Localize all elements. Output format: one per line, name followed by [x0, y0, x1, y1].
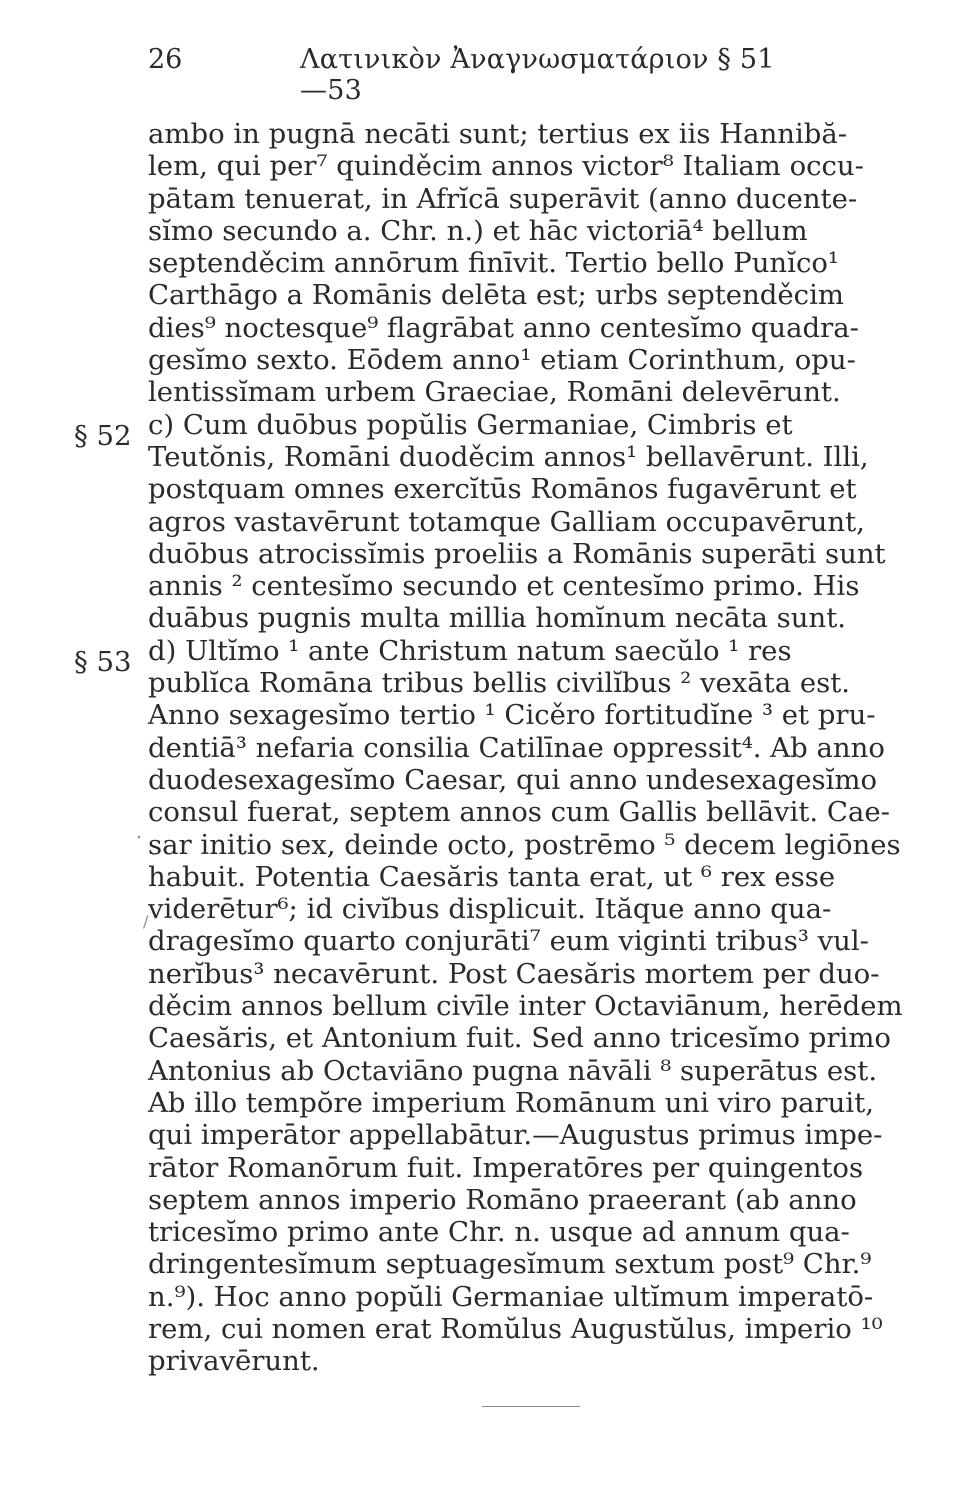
- text-line: sĭmo secundo a. Chr. n.) et hāc victoriā⁴ bellum: [148, 214, 808, 247]
- text-line: Antonius ab Octaviāno pugna nāvāli ⁸ superātus est.: [148, 1054, 878, 1087]
- text-line: publĭca Romāna tribus bellis civilĭbus ² vexāta est.: [148, 667, 851, 700]
- text-line: qui imperātor appellabātur.—Augustus primus impe-: [148, 1119, 883, 1152]
- text-line: lentissĭmam urbem Graeciae, Romāni delevērunt.: [148, 376, 841, 409]
- text-line: gesĭmo sexto. Eōdem anno¹ etiam Corinthum, opu-: [148, 344, 856, 377]
- text-line: ambo in pugnā necāti sunt; tertius ex iis Hannibă-: [148, 118, 848, 150]
- page-header: [148, 44, 798, 106]
- text-line: dentiā³ nefaria consilia Catilīnae oppressit⁴. Ab anno: [148, 731, 885, 764]
- text-line: děcim annos bellum civīle inter Octaviānum, herēdem: [148, 990, 903, 1023]
- margin-dot-mark: .: [136, 822, 142, 843]
- text-line: Caesăris, et Antonium fuit. Sed anno tricesĭmo primo: [148, 1022, 891, 1055]
- text-line: tricesĭmo primo ante Chr. n. usque ad annum qua-: [148, 1216, 850, 1249]
- text-line: c) Cum duōbus popŭlis Germaniae, Cimbris et: [148, 408, 793, 441]
- text-line: duodesexagesĭmo Caesar, qui anno undesexagesĭmo: [148, 763, 878, 796]
- section-mark-53: § 53: [74, 646, 132, 678]
- text-line: lem, qui per⁷ quinděcim annos victor⁸ Italiam occu-: [148, 150, 864, 183]
- text-line: consul fuerat, septem annos cum Gallis bellāvit. Cae-: [148, 796, 890, 829]
- text-line: privavērunt.: [148, 1345, 320, 1378]
- text-line: annis ² centesĭmo secundo et centesĭmo primo. His: [148, 570, 860, 603]
- section-mark-52: § 52: [74, 420, 132, 452]
- text-line: n.⁹). Hoc anno popŭli Germaniae ultĭmum imperatō-: [148, 1280, 874, 1313]
- text-line: rātor Romanōrum fuit. Imperatōres per quingentos: [148, 1151, 864, 1184]
- text-line: Carthāgo a Romānis delēta est; urbs septenděcim: [148, 279, 844, 312]
- text-line: duōbus atrocissĭmis proeliis a Romānis superāti sunt: [148, 537, 886, 570]
- text-line: agros vastavērunt totamque Galliam occupavērunt,: [148, 505, 865, 538]
- text-line: d) Ultĭmo ¹ ante Christum natum saecŭlo ¹ res: [148, 634, 792, 667]
- text-line: viderētur⁶; id civĭbus displicuit. Ităque anno qua-: [148, 893, 832, 926]
- text-line: sar initio sex, deinde octo, postrēmo ⁵ decem legiōnes: [148, 828, 901, 861]
- text-line: postquam omnes exercĭtūs Romānos fugavērunt et: [148, 473, 857, 506]
- text-line: habuit. Potentia Caesăris tanta erat, ut ⁶ rex esse: [148, 860, 836, 893]
- text-line: Ab illo tempŏre imperium Romānum uni viro paruit,: [148, 1086, 874, 1119]
- text-line: septenděcim annōrum finīvit. Tertio bello Punĭco¹: [148, 247, 839, 280]
- text-line: Anno sexagesĭmo tertio ¹ Cicěro fortitudĭne ³ et pru-: [148, 699, 876, 732]
- end-rule: [482, 1406, 580, 1407]
- page-number: 26: [148, 44, 183, 75]
- text-line: Teutŏnis, Romāni duoděcim annos¹ bellavērunt. Illi,: [148, 440, 869, 473]
- text-line: pātam tenuerat, in Afrĭcā superāvit (anno ducente-: [148, 182, 858, 215]
- running-title: Λατινικὸν Ἀναγνωσματάριον § 51—53: [300, 44, 775, 106]
- text-line: rem, cui nomen erat Romŭlus Augustŭlus, imperio ¹⁰: [148, 1312, 883, 1345]
- margin-slash-mark: /: [143, 912, 149, 931]
- text-line: duābus pugnis multa millia homĭnum necāta sunt.: [148, 602, 847, 635]
- text-line: dies⁹ noctesque⁹ flagrābat anno centesĭmo quadra-: [148, 311, 859, 344]
- text-line: dragesĭmo quarto conjurāti⁷ eum viginti tribus³ vul-: [148, 925, 869, 958]
- main-text: [148, 118, 953, 1378]
- text-line: nerĭbus³ necavērunt. Post Caesăris mortem per duo-: [148, 957, 880, 990]
- text-line: dringentesĭmum septuagesĭmum sextum post⁹ Chr.⁹: [148, 1248, 872, 1281]
- text-line: septem annos imperio Romāno praeerant (ab anno: [148, 1183, 857, 1216]
